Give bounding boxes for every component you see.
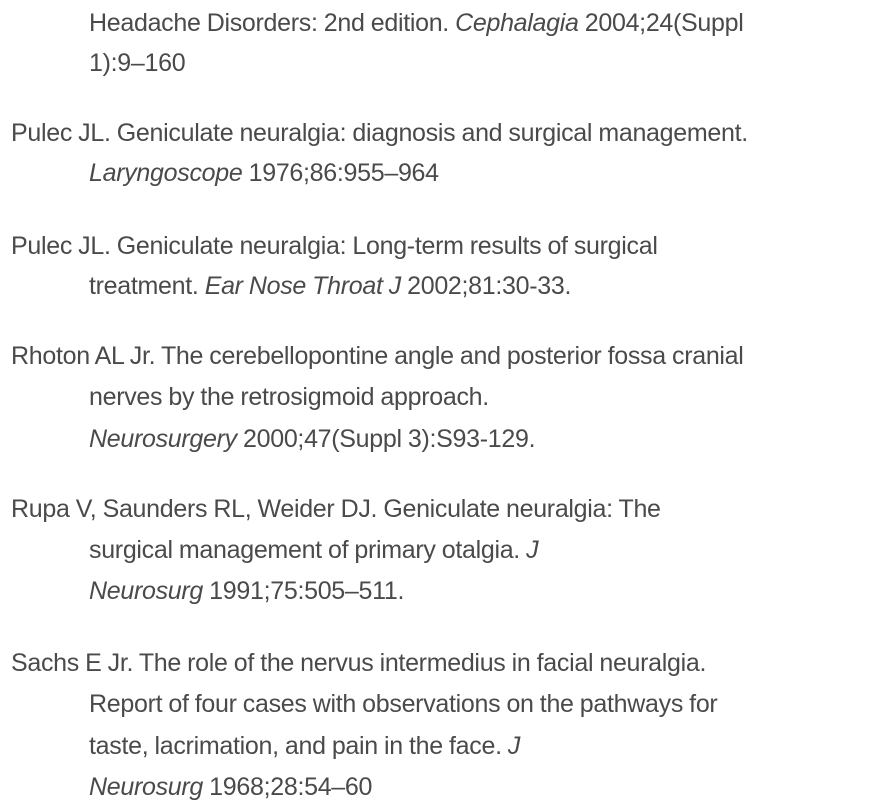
journal-title: Cephalagia: [455, 9, 579, 37]
reference-text: 1):9–160: [89, 49, 186, 77]
reference-text: 2000;47(Suppl 3):S93-129.: [236, 425, 536, 453]
reference-line: [11, 341, 744, 371]
reference-text: Report of four cases with observations on the pathways for: [89, 690, 718, 718]
reference-text: 2004;24(Suppl: [578, 9, 744, 37]
journal-title: J: [507, 732, 521, 760]
reference-line: [89, 424, 535, 454]
reference-text: 1991;75:505–511.: [203, 577, 405, 605]
reference-line: [89, 576, 404, 606]
reference-line: [11, 118, 748, 148]
reference-line: [89, 731, 520, 761]
journal-title: J: [526, 536, 539, 564]
reference-line: [89, 772, 372, 802]
reference-text: Rupa V, Saunders RL, Weider DJ. Geniculate neuralgia: The: [11, 495, 661, 523]
journal-title: Laryngoscope: [89, 159, 243, 187]
journal-title: Neurosurgery: [89, 425, 237, 453]
reference-line: [11, 231, 658, 261]
reference-line: [89, 689, 717, 719]
journal-title: Neurosurg: [89, 577, 204, 605]
reference-line: [89, 382, 489, 412]
reference-text: Sachs E Jr. The role of the nervus intermedius in facial neuralgia.: [11, 649, 707, 677]
journal-title: Neurosurg: [89, 773, 204, 801]
reference-text: Rhoton AL Jr. The cerebellopontine angle and posterior fossa cranial: [11, 342, 744, 370]
reference-text: treatment.: [89, 272, 205, 300]
reference-line: [89, 535, 538, 565]
reference-text: nerves by the retrosigmoid approach.: [89, 383, 489, 411]
reference-text: surgical management of primary otalgia.: [89, 536, 527, 564]
reference-line: [89, 271, 571, 301]
reference-text: 1968;28:54–60: [203, 773, 373, 801]
reference-line: [89, 158, 439, 188]
reference-line: [89, 8, 744, 38]
reference-line: [11, 494, 661, 524]
reference-line: [11, 648, 706, 678]
reference-text: 2002;81:30-33.: [400, 272, 572, 300]
reference-text: Pulec JL. Geniculate neuralgia: Long-term results of surgical: [11, 232, 658, 260]
journal-title: Ear Nose Throat J: [204, 272, 401, 300]
reference-text: Pulec JL. Geniculate neuralgia: diagnosis and surgical management.: [11, 119, 748, 147]
reference-line: [89, 48, 185, 78]
reference-text: 1976;86:955–964: [242, 159, 439, 187]
reference-text: Headache Disorders: 2nd edition.: [89, 9, 456, 37]
reference-text: taste, lacrimation, and pain in the face.: [89, 732, 508, 760]
